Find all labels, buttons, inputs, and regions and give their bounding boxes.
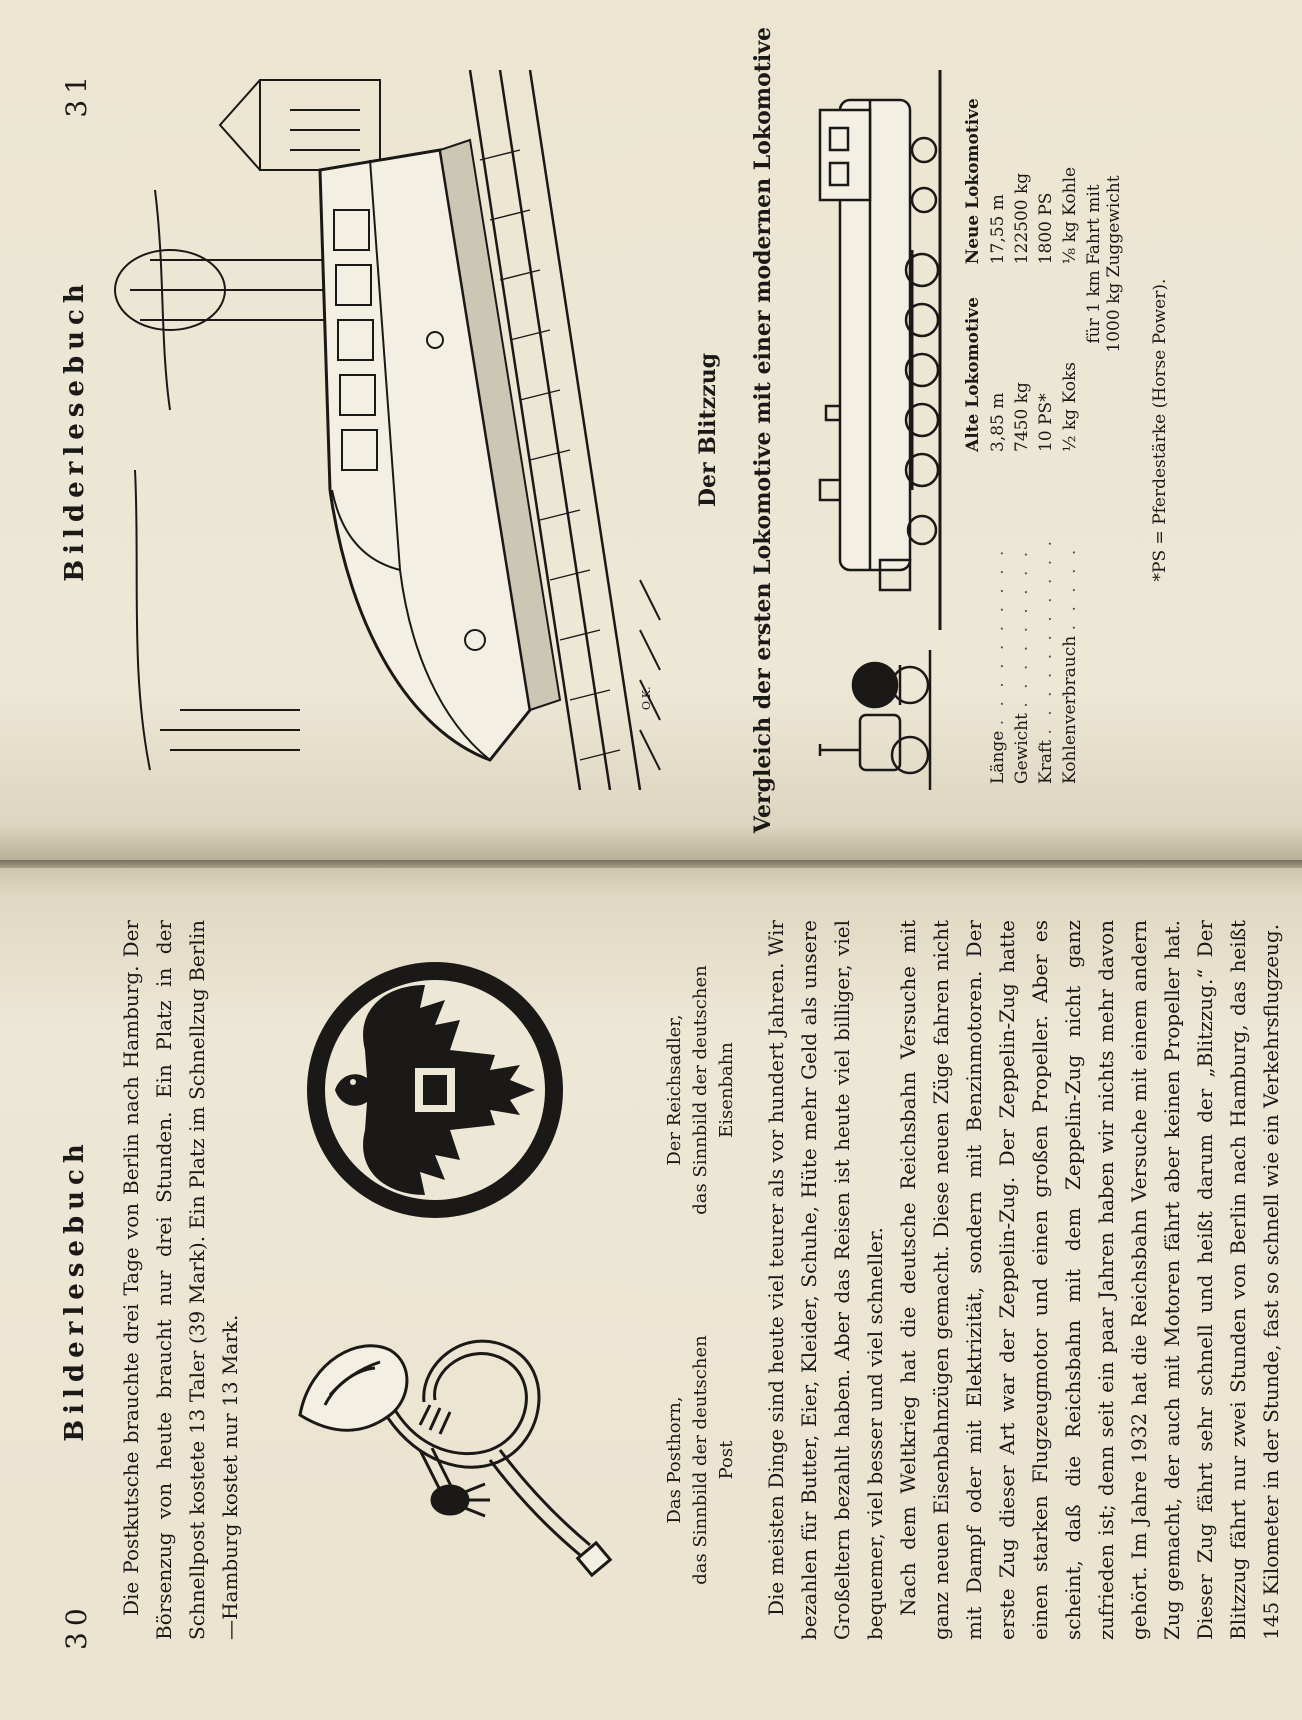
row-label-text: Länge bbox=[988, 730, 1008, 784]
left-page-header bbox=[60, 930, 100, 1650]
posthorn-caption bbox=[662, 1300, 740, 1620]
row-old-value: 7450 kg bbox=[1012, 382, 1032, 452]
row-extra-note bbox=[1082, 70, 1126, 458]
row-label-text: Gewicht bbox=[1012, 713, 1032, 784]
locomotive-comparison-illustration bbox=[800, 60, 950, 800]
body-paragraph-2: Nach dem Weltkrieg hat die deutsche Reichsbahn Versuche mit ganz neuen Eisenbahnzügen gemacht. Diese neuen Züge fahren nicht mit Dampf oder mit Elektrizität, sondern mit Benzinmotoren. Der erste Zug dieser Art war der Zeppelin-Zug. Der Zeppelin-Zug hatte einen starken Flugzeugmotor und einen großen Propeller. Aber es scheint, daß die Reichsbahn mit dem Zeppelin-Zug nicht ganz zufrieden ist; denn seit ein paar Jahren haben wir nichts mehr davon gehört. Im Jahre 1932 hat die Reichsbahn Versuche mit einem andern Zug gemacht, der auch mit Motoren fährt aber keinen Propeller hat. Dieser Zug fährt sehr schnell und heißt darum der „Blitzzug.“ Der Blitzzug fährt nur zwei Stunden von Berlin nach Hamburg, das heißt 145 Kilometer in der Stunde, fast so schnell wie ein Verkehrsflugzeug. bbox=[896, 920, 1283, 1640]
caption-line: Das Posthorn, bbox=[664, 1396, 685, 1524]
footnote: *PS = Pferdestärke (Horse Power). bbox=[1150, 278, 1170, 582]
illustrator-signature: O.K. bbox=[640, 686, 653, 710]
table-header-new: Neue Lokomotive bbox=[963, 98, 983, 265]
running-title: Bilderlesebuch bbox=[60, 1138, 90, 1442]
extra-line: für 1 km Fahrt mit bbox=[1084, 184, 1104, 344]
row-label-text: Kraft bbox=[1036, 739, 1056, 784]
row-old-value: ½ kg Koks bbox=[1060, 362, 1080, 452]
table-header-row bbox=[960, 70, 986, 790]
extra-line: 1000 kg Zuggewicht bbox=[1104, 175, 1124, 353]
table-header-old: Alte Lokomotive bbox=[963, 297, 983, 452]
blitzzug-illustration bbox=[110, 70, 670, 790]
posthorn-icon bbox=[270, 1320, 630, 1600]
running-title: Bilderlesebuch bbox=[60, 278, 90, 582]
left-page bbox=[0, 860, 1302, 1720]
table-header-blank bbox=[960, 458, 986, 790]
caption-line: Der Reichsadler, bbox=[664, 1014, 685, 1166]
locomotives-drawing-icon bbox=[800, 60, 950, 800]
row-new-value: 17,55 m bbox=[988, 194, 1008, 265]
row-old-value: 3,85 m bbox=[988, 392, 1008, 452]
row-new-value: 1800 PS bbox=[1036, 192, 1056, 265]
page-number: 30 bbox=[60, 1602, 93, 1650]
row-spacer bbox=[1082, 458, 1126, 790]
row-label-text: Kohlenverbrauch bbox=[1060, 635, 1080, 784]
row-old-value: 10 PS* bbox=[1036, 393, 1056, 452]
eagle-icon bbox=[295, 950, 575, 1230]
row-new-value: 122500 kg bbox=[1012, 172, 1032, 265]
table-row bbox=[1034, 70, 1058, 790]
body-text bbox=[760, 920, 1288, 1640]
table-row bbox=[986, 70, 1010, 790]
train-caption: Der Blitzzug bbox=[695, 352, 721, 508]
page-number: 31 bbox=[60, 70, 93, 118]
caption-line: Post bbox=[716, 1440, 737, 1480]
right-page-header bbox=[60, 70, 100, 790]
comparison-table bbox=[960, 70, 1126, 790]
row-label: Kraft . . . . . . . . . . . bbox=[1036, 537, 1056, 784]
intro-paragraph: Die Postkutsche brauchte drei Tage von Berlin nach Hamburg. Der Börsenzug von heute braucht nur drei Stunden. Ein Platz in der Schnellpost kostete 13 Taler (39 Mark). Ein Platz im Schnellzug Berlin—Hamburg kostet nur 13 Mark. bbox=[119, 920, 242, 1640]
row-label: Kohlenverbrauch . . . . . bbox=[1060, 545, 1080, 784]
row-label: Länge . . . . . . . . . . bbox=[988, 546, 1008, 784]
table-row bbox=[1082, 70, 1126, 790]
intro-text bbox=[115, 920, 247, 1640]
table-row bbox=[1010, 70, 1034, 790]
emblem-row bbox=[270, 920, 740, 1640]
posthorn-emblem bbox=[270, 1300, 740, 1620]
table-row bbox=[1058, 70, 1082, 790]
caption-line: das Sinnbild der deutschen bbox=[690, 1335, 711, 1585]
caption-line: das Sinnbild der deutschen bbox=[690, 965, 711, 1215]
comparison-title: Vergleich der ersten Lokomotive mit einer modernen Lokomotive bbox=[750, 26, 776, 834]
body-paragraph-1: Die meisten Dinge sind heute viel teurer als vor hundert Jahren. Wir bezahlen für Butter, Eier, Kleider, Schuhe, Hüte mehr Geld als unsere Großeltern bezahlt haben. Aber das Reisen ist heute viel billiger, viel bequemer, viel besser und viel schneller. bbox=[764, 920, 887, 1640]
row-new-value: ⅛ kg Kohle bbox=[1060, 166, 1080, 265]
caption-line: Eisenbahn bbox=[716, 1042, 737, 1138]
row-label: Gewicht . . . . . . . . . bbox=[1012, 547, 1032, 784]
reichsadler-emblem bbox=[270, 930, 740, 1250]
reichsadler-caption bbox=[662, 930, 740, 1250]
train-drawing-icon bbox=[110, 70, 670, 790]
